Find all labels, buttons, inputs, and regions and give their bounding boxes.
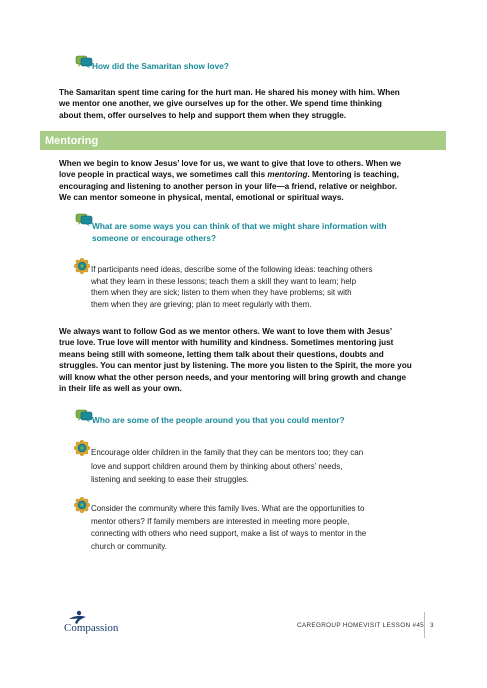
question-people-to-mentor: Who are some of the people around you that you could mentor?: [92, 415, 345, 425]
question-how-samaritan-showed-love: How did the Samaritan show love?: [92, 61, 229, 71]
paragraph-line: means being still with someone, letting them talk about their questions, doubts and: [59, 349, 384, 359]
paragraph-line: we mentor one another, we give ourselves up for the other. We spend time thinking: [59, 99, 382, 109]
note-line: Encourage older children in the family that they can be mentors too; they can: [91, 448, 364, 457]
note-line: church or community.: [91, 541, 167, 551]
facilitator-note-ideas: [91, 264, 451, 310]
paragraph-text: love people in practical ways, we sometimes call this: [59, 170, 268, 180]
note-line: love and support children around them by thinking about others’ needs,: [91, 461, 343, 471]
compassion-logo: Compassion: [64, 622, 119, 634]
facilitator-note-older-children: [91, 446, 451, 487]
gear-flower-icon: [74, 440, 90, 456]
samaritan-paragraph: [59, 87, 449, 121]
gear-flower-icon: [74, 497, 90, 513]
section-band: [40, 131, 446, 150]
paragraph-line: about them, offer ourselves to help and support them when they struggle.: [59, 110, 347, 120]
note-line: mentor others? If family members are interested in meeting more people,: [91, 516, 350, 526]
speech-bubbles-icon: [75, 213, 93, 227]
paragraph-line: true love. True love will mentor with humility and kindness. Sometimes mentoring just: [59, 338, 394, 348]
paragraph-line: in their life as well as your own.: [59, 384, 182, 394]
facilitator-note-community: [91, 503, 451, 553]
paragraph-line: When we begin to know Jesus’ love for us, we want to give that love to others. When we: [59, 159, 402, 168]
speech-bubbles-icon: [75, 409, 93, 423]
note-line: what they learn in these lessons; teach them a skill they want to learn; help: [91, 276, 357, 286]
paragraph-line: [59, 169, 459, 180]
note-line: listening and seeking to ease their struggles.: [91, 475, 249, 485]
paragraph-line: encouraging and listening to another person in your life—a friend, relative or neighbor.: [59, 181, 398, 191]
emphasis-mentoring: mentoring: [267, 170, 308, 180]
note-line: If participants need ideas, describe some of the following ideas: teaching others: [91, 265, 373, 274]
paragraph-line: struggles. You can mentor just by listening. The more you listen to the Spirit, the more you: [59, 361, 412, 371]
paragraph-text: . Mentoring is teaching,: [307, 170, 399, 180]
note-line: them when they are sick; listen to them when they have problems; sit with: [91, 288, 352, 298]
question-line: What are some ways you can think of that we might share information with: [92, 221, 387, 231]
footer-lesson-title: CAREGROUP HOMEVISIT LESSON #45: [297, 622, 425, 629]
follow-god-paragraph: [59, 326, 459, 394]
note-line: connecting with others who need support, make a list of ways to mentor in the: [91, 529, 367, 539]
mentoring-intro-paragraph: [59, 158, 459, 204]
page-number: 3: [430, 622, 434, 629]
paragraph-line: We always want to follow God as we mentor others. We want to love them with Jesus’: [59, 327, 393, 336]
paragraph-line: The Samaritan spent time caring for the hurt man. He shared his money with him. When: [59, 88, 400, 97]
question-line: someone or encourage others?: [92, 233, 217, 243]
gear-flower-icon: [74, 258, 90, 274]
speech-bubbles-icon: [75, 55, 93, 69]
paragraph-line: will know what the other person needs, and your mentoring will bring growth and change: [59, 372, 407, 382]
note-line: them when they are grieving; plan to meet regularly with them.: [91, 299, 312, 309]
question-ways-to-share: [92, 220, 432, 244]
footer-divider: [424, 612, 425, 638]
section-title-mentoring: Mentoring: [45, 135, 99, 147]
paragraph-line: We can mentor someone in physical, mental, emotional or spiritual ways.: [59, 193, 344, 203]
note-line: Consider the community where this family lives. What are the opportunities to: [91, 504, 365, 513]
